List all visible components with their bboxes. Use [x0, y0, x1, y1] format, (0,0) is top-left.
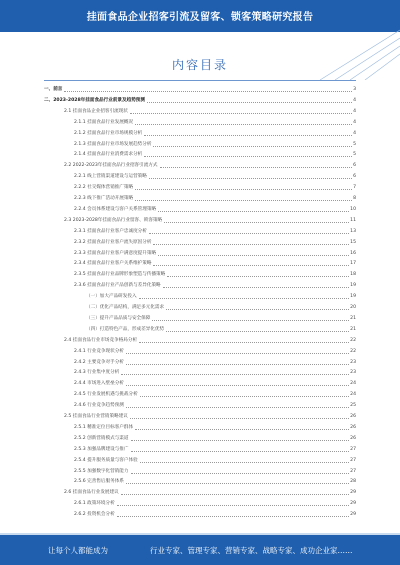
toc-entry-page: 5	[353, 141, 356, 147]
toc-entry-label: 2.2 2022-2023年挂面食品行业招客引流方式	[64, 163, 158, 169]
toc-entry-label: 2.5.4 提升服务质量与客户体验	[74, 457, 138, 463]
toc-leader-dots	[158, 208, 349, 212]
toc-leader-dots	[160, 164, 353, 168]
toc-entry[interactable]	[44, 468, 356, 476]
toc-entry-page: 4	[353, 119, 356, 125]
toc-entry[interactable]	[44, 250, 356, 258]
toc-leader-dots	[158, 252, 349, 256]
toc-entry-label: 2.3.2 挂面食品行业客户流失原因分析	[74, 239, 152, 245]
toc-leader-dots	[64, 88, 352, 92]
toc-entry[interactable]	[44, 184, 356, 192]
toc-entry-label: 2.1.1 挂面食品行业发展概况	[74, 119, 134, 125]
toc-entry-page: 26	[350, 435, 356, 441]
toc-entry-label: 2.5.6 完善售后服务体系	[74, 479, 124, 485]
toc-leader-dots	[126, 480, 349, 484]
toc-entry-page: 27	[350, 457, 356, 463]
toc-entry[interactable]	[44, 206, 356, 214]
toc-entry[interactable]	[44, 86, 356, 94]
toc-title: 内容目录	[171, 58, 228, 72]
report-footer-bar	[0, 535, 400, 565]
toc-entry[interactable]	[44, 435, 356, 443]
toc-entry[interactable]	[44, 380, 356, 388]
toc-entry[interactable]	[44, 348, 356, 356]
toc-entry[interactable]	[44, 260, 356, 268]
toc-entry-label: 2.5.2 创新营销模式与渠道	[74, 435, 129, 441]
footer-slogan: 让每个人都能成为	[48, 546, 108, 555]
toc-entry-page: 24	[350, 392, 356, 398]
toc-entry-label: 2.1.4 挂面食品行业消费需求分析	[74, 152, 143, 158]
toc-leader-dots	[126, 404, 349, 408]
toc-entry[interactable]	[44, 304, 356, 312]
toc-entry-page: 10	[350, 206, 356, 212]
toc-leader-dots	[126, 382, 349, 386]
toc-leader-dots	[135, 186, 352, 190]
toc-entry-page: 8	[353, 196, 356, 201]
report-title: 挂面食品企业招客引流及留客、锁客策略研究报告	[86, 12, 314, 23]
toc-entry[interactable]	[44, 108, 356, 116]
toc-leader-dots	[166, 328, 349, 332]
toc-entry-label: 2.3.5 挂面食品行业品牌形象塑造与传播策略	[74, 272, 166, 278]
toc-entry-label: （四）打造特色产品，形成差异化优势	[86, 326, 165, 332]
toc-leader-dots	[139, 339, 349, 343]
toc-entry[interactable]	[44, 141, 356, 149]
toc-entry[interactable]	[44, 500, 356, 508]
toc-entry[interactable]	[44, 217, 356, 225]
toc-leader-dots	[147, 99, 352, 103]
toc-entry-label: 2.1.3 挂面食品行业市场发展趋势分析	[74, 141, 152, 147]
toc-entry-label: 2.3.1 挂面食品行业客户忠诚度分析	[74, 228, 147, 234]
toc-leader-dots	[131, 470, 350, 474]
toc-entry-label: 2.5.3 加强品牌建设与推广	[74, 446, 129, 452]
toc-entry[interactable]	[44, 424, 356, 432]
toc-entry-page: 24	[350, 381, 356, 387]
toc-entry[interactable]	[44, 151, 356, 159]
toc-entry[interactable]	[44, 446, 356, 454]
toc-entry-page: 27	[350, 468, 356, 474]
toc-entry[interactable]	[44, 173, 356, 181]
toc-entry[interactable]	[44, 239, 356, 247]
toc-leader-dots	[130, 110, 352, 114]
toc-entry-label: 2.2.4 会员体系建设与客户关系管理策略	[74, 206, 157, 212]
toc-entry-label: （一）加大产品研发投入	[86, 294, 137, 300]
toc-entry-page: 19	[350, 283, 356, 289]
toc-leader-dots	[152, 317, 349, 321]
toc-entry-page: 22	[350, 337, 356, 343]
toc-leader-dots	[153, 143, 352, 147]
toc-entry-label: 2.3 2023-2028年挂面食品行业留客、锁客策略	[64, 217, 163, 223]
toc-leader-dots	[140, 393, 349, 397]
toc-entry[interactable]	[44, 489, 356, 497]
toc-entry-label: 二、2023-2028年挂面食品行业前景及趋势预测	[44, 97, 145, 103]
toc-entry[interactable]	[44, 413, 356, 421]
toc-leader-dots	[149, 230, 349, 234]
toc-leader-dots	[140, 459, 349, 463]
toc-leader-dots	[130, 415, 349, 419]
toc-leader-dots	[167, 273, 349, 277]
toc-entry-label: 2.4.4 市场进入壁垒分析	[74, 381, 124, 387]
toc-entry-label: （三）提升产品品质与安全保障	[86, 315, 151, 321]
toc-entry-label: 2.2.3 线下推广活动开展策略	[74, 196, 134, 201]
toc-entry-page: 21	[350, 315, 356, 321]
toc-entry[interactable]	[44, 162, 356, 170]
toc-entry-page: 26	[350, 424, 356, 430]
toc-leader-dots	[121, 371, 349, 375]
toc-leader-dots	[121, 491, 349, 495]
toc-entry-page: 23	[350, 370, 356, 376]
toc-entry-label: 2.6.1 政策环境分析	[74, 501, 115, 507]
toc-entry-page: 7	[353, 185, 356, 191]
toc-entry-page: 29	[350, 501, 356, 507]
toc-entry-page: 23	[350, 359, 356, 365]
toc-entry[interactable]	[44, 457, 356, 465]
toc-entry-label: 2.4.1 行业竞争现状分析	[74, 348, 124, 354]
toc-leader-dots	[139, 295, 350, 299]
toc-entry[interactable]	[44, 391, 356, 399]
toc-entry-label: （二）优化产品结构，满足多元化需求	[86, 305, 165, 310]
toc-entry-page: 13	[350, 228, 356, 234]
toc-entry-page: 26	[350, 414, 356, 419]
toc-entry-label: 2.4.5 行业发展机遇与挑战分析	[74, 392, 138, 398]
toc-entry-page: 19	[350, 294, 356, 300]
toc-entry-page: 29	[350, 512, 356, 518]
toc-entry-page: 6	[353, 163, 356, 169]
toc-leader-dots	[126, 361, 349, 365]
toc-entry-page: 4	[353, 130, 356, 136]
toc-entry[interactable]	[44, 511, 356, 519]
toc-entry-label: 2.2.1 线上营销渠道建设与运营策略	[74, 174, 147, 180]
toc-entry-label: 一、前言	[44, 87, 63, 92]
toc-entry[interactable]	[44, 293, 356, 301]
toc-leader-dots	[166, 306, 349, 310]
toc-entry-label: 2.6 挂面食品行业发展建议	[64, 490, 119, 496]
toc-entry-label: 2.1.2 挂面食品行业市场规模分析	[74, 130, 143, 136]
toc-entry-page: 18	[350, 272, 356, 278]
toc-entry-page: 3	[353, 87, 356, 92]
toc-leader-dots	[117, 513, 349, 517]
toc-entry[interactable]	[44, 359, 356, 367]
toc-entry-page: 20	[350, 305, 356, 310]
toc-leader-dots	[164, 219, 349, 223]
toc-leader-dots	[135, 426, 349, 430]
toc-entry-label: 2.3.4 挂面食品行业客户关系维护策略	[74, 261, 152, 267]
toc-leader-dots	[131, 448, 350, 452]
toc-entry-page: 15	[350, 239, 356, 245]
toc-entry[interactable]	[44, 337, 356, 345]
toc-entry[interactable]	[44, 326, 356, 334]
toc-entry[interactable]	[44, 130, 356, 138]
title-divider	[44, 80, 356, 81]
toc-entry-label: 2.4 挂面食品行业市场竞争格局分析	[64, 337, 138, 343]
toc-entry-page: 25	[350, 403, 356, 409]
toc-entry-page: 22	[350, 348, 356, 354]
toc-entry-page: 6	[353, 174, 356, 180]
toc-leader-dots	[117, 502, 349, 506]
footer-roles: 行业专家、管理专家、营销专家、战略专家、成功企业家……	[150, 546, 353, 555]
toc-entry-page: 17	[350, 261, 356, 267]
toc-entry-page: 16	[350, 250, 356, 256]
toc-leader-dots	[144, 132, 352, 136]
toc-entry[interactable]	[44, 315, 356, 323]
toc-entry-label: 2.5.1 精准定位目标客户群体	[74, 424, 134, 430]
toc-entry-page: 28	[350, 479, 356, 485]
toc-entry-page: 11	[350, 217, 356, 223]
toc-entry-label: 2.3.3 挂面食品行业客户满意度提升策略	[74, 250, 157, 256]
toc-entry[interactable]	[44, 271, 356, 279]
toc-entry-page: 4	[353, 108, 356, 114]
toc-entry-label: 2.6.2 投资机会分析	[74, 512, 115, 518]
toc-leader-dots	[131, 437, 350, 441]
toc-entry-label: 2.4.6 行业竞争趋势预测	[74, 403, 124, 409]
toc-entry-page: 4	[353, 97, 356, 103]
toc-entry-page: 5	[353, 152, 356, 158]
toc-entry-page: 29	[350, 490, 356, 496]
toc-entry-page: 21	[350, 326, 356, 332]
toc-leader-dots	[149, 175, 352, 179]
toc-entry[interactable]	[44, 478, 356, 486]
toc-leader-dots	[163, 284, 349, 288]
toc-entry[interactable]	[44, 119, 356, 127]
toc-entry[interactable]	[44, 195, 356, 203]
toc-entry-page: 27	[350, 446, 356, 452]
toc-entry[interactable]	[44, 228, 356, 236]
toc-entry[interactable]	[44, 282, 356, 290]
toc-entry[interactable]	[44, 97, 356, 105]
toc-entry-label: 2.1 挂面食品企业招客引流现状	[64, 108, 128, 114]
toc-leader-dots	[153, 262, 349, 266]
toc-entry-label: 2.2.2 社交媒体营销推广策略	[74, 185, 134, 191]
toc-leader-dots	[135, 197, 352, 201]
toc-entry-label: 2.5 挂面食品行业营销策略建议	[64, 414, 128, 419]
toc-entry-label: 2.3.6 挂面食品行业产品创新与差异化策略	[74, 283, 161, 289]
toc-leader-dots	[135, 121, 352, 125]
toc-entry-label: 2.5.5 加强数字化营销能力	[74, 468, 129, 474]
toc-entry-label: 2.4.3 行业集中度分析	[74, 370, 120, 376]
toc-leader-dots	[126, 350, 349, 354]
toc-entry[interactable]	[44, 402, 356, 410]
toc-entry-label: 2.4.2 主要竞争对手分析	[74, 359, 124, 365]
toc-leader-dots	[153, 241, 349, 245]
toc-leader-dots	[144, 153, 352, 157]
toc-entry[interactable]	[44, 369, 356, 377]
